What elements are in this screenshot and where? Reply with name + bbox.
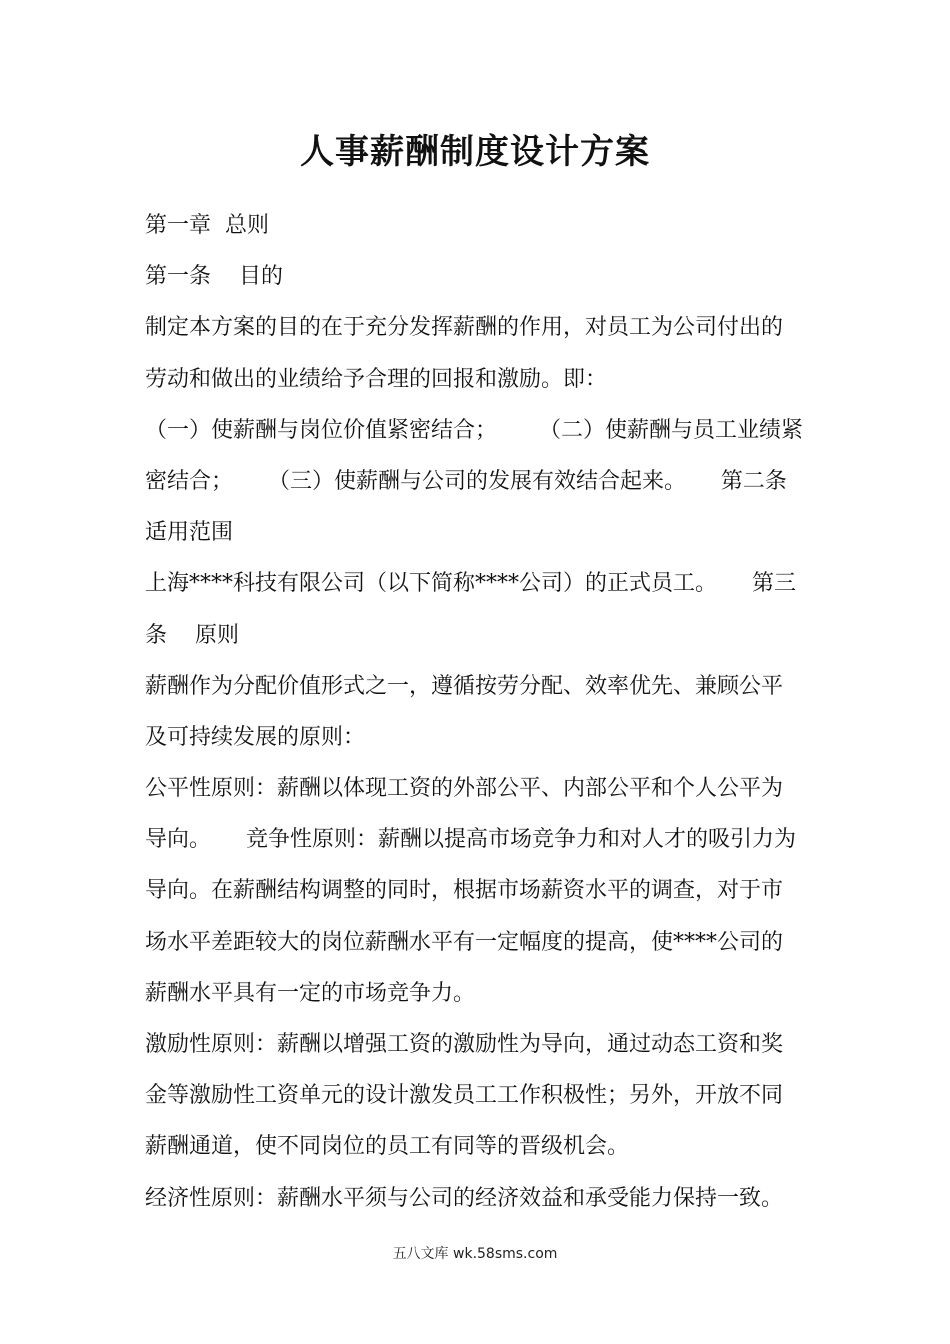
body-line: 激励性原则：薪酬以增强工资的激励性为导向，通过动态工资和奖 (145, 1032, 784, 1057)
body-line: 导向。在薪酬结构调整的同时，根据市场薪资水平的调查，对于市 (145, 878, 784, 904)
document-title: 人事薪酬制度设计方案 (300, 132, 650, 172)
body-line: 及可持续发展的原则： (145, 724, 366, 750)
body-line: 第一条 目的 (145, 264, 283, 290)
body-line: 薪酬作为分配价值形式之一，遵循按劳分配、效率优先、兼顾公平 (145, 673, 784, 699)
body-line: 导向。 竞争性原则：薪酬以提高市场竞争力和对人才的吸引力为 (145, 827, 796, 853)
document-body (145, 200, 807, 1224)
body-line: 第一章 总则 (145, 213, 269, 238)
body-line: 经济性原则：薪酬水平须与公司的经济效益和承受能力保持一致。 (145, 1185, 784, 1211)
body-line: 条 原则 (145, 622, 239, 648)
body-line: 场水平差距较大的岗位薪酬水平有一定幅度的提高，使****公司的 (145, 929, 784, 955)
body-line: 密结合； （三）使薪酬与公司的发展有效结合起来。 第二条 (145, 468, 787, 494)
body-line: （一）使薪酬与岗位价值紧密结合； （二）使薪酬与员工业绩紧 (145, 417, 803, 443)
body-line: 薪酬水平具有一定的市场竞争力。 (145, 980, 476, 1006)
body-line: 劳动和做出的业绩给予合理的回报和激励。即： (145, 366, 608, 392)
body-line: 制定本方案的目的在于充分发挥薪酬的作用，对员工为公司付出的 (145, 315, 784, 341)
body-line: 公平性原则：薪酬以体现工资的外部公平、内部公平和个人公平为 (145, 776, 784, 802)
body-line: 金等激励性工资单元的设计激发员工工作积极性；另外，开放不同 (145, 1083, 784, 1109)
page-footer: 五八文库 wk.58sms.com (392, 1246, 558, 1262)
body-line: 上海****科技有限公司（以下简称****公司）的正式员工。 第三 (145, 571, 796, 597)
body-line: 适用范围 (145, 520, 234, 546)
body-line: 薪酬通道，使不同岗位的员工有同等的晋级机会。 (145, 1134, 630, 1160)
